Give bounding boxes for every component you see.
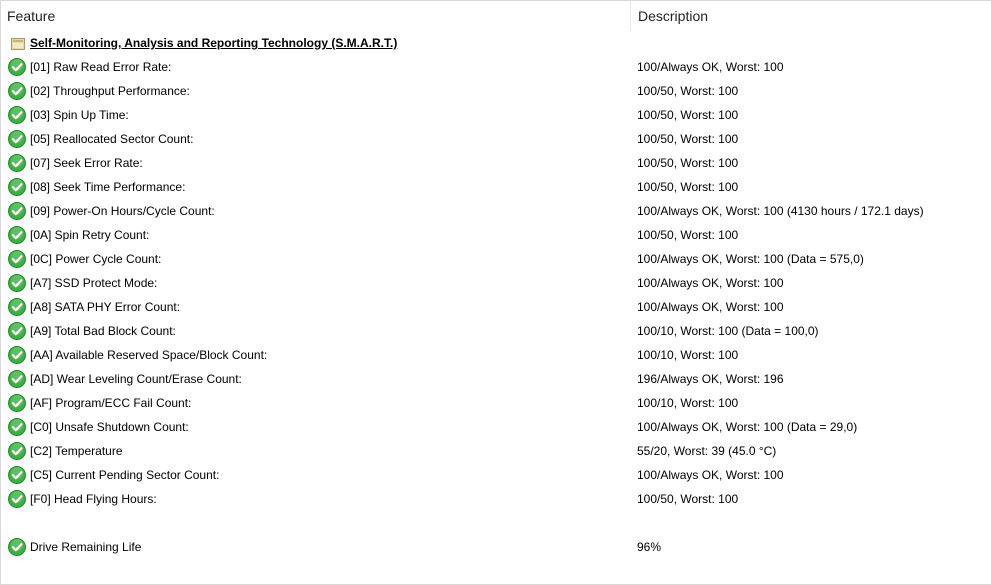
attribute-feature: [01] Raw Read Error Rate: xyxy=(30,60,172,74)
attribute-row[interactable] xyxy=(1,271,991,295)
check-ok-icon xyxy=(8,58,26,76)
summary-description: 96% xyxy=(637,540,662,554)
attribute-feature: [0A] Spin Retry Count: xyxy=(30,228,150,242)
attribute-row[interactable] xyxy=(1,415,991,439)
drive-folder-icon xyxy=(11,37,25,51)
attribute-row[interactable] xyxy=(1,223,991,247)
smart-group-row[interactable] xyxy=(1,31,991,55)
attribute-row[interactable] xyxy=(1,247,991,271)
check-ok-icon xyxy=(8,394,26,412)
attribute-row[interactable] xyxy=(1,103,991,127)
attribute-description: 100/50, Worst: 100 xyxy=(637,180,739,194)
attribute-description: 100/Always OK, Worst: 100 xyxy=(637,300,784,314)
check-ok-icon xyxy=(8,130,26,148)
column-header-feature[interactable]: Feature xyxy=(7,8,56,24)
check-ok-icon xyxy=(8,274,26,292)
attribute-description: 100/10, Worst: 100 xyxy=(637,396,739,410)
attribute-row[interactable] xyxy=(1,367,991,391)
check-ok-icon xyxy=(8,82,26,100)
attribute-feature: [A7] SSD Protect Mode: xyxy=(30,276,158,290)
check-ok-icon xyxy=(8,178,26,196)
attribute-row[interactable] xyxy=(1,199,991,223)
attribute-description: 100/50, Worst: 100 xyxy=(637,228,739,242)
attribute-description: 55/20, Worst: 39 (45.0 °C) xyxy=(637,444,777,458)
check-ok-icon xyxy=(8,298,26,316)
attribute-description: 100/Always OK, Worst: 100 xyxy=(637,468,784,482)
attribute-feature: [A9] Total Bad Block Count: xyxy=(30,324,176,338)
attribute-row[interactable] xyxy=(1,127,991,151)
attribute-row[interactable] xyxy=(1,55,991,79)
list-header xyxy=(1,0,991,31)
attribute-description: 100/Always OK, Worst: 100 (4130 hours / 172.1 days) xyxy=(637,204,924,218)
attribute-row[interactable] xyxy=(1,319,991,343)
check-ok-icon xyxy=(8,346,26,364)
check-ok-icon xyxy=(8,370,26,388)
attribute-description: 100/10, Worst: 100 xyxy=(637,348,739,362)
attribute-feature: [02] Throughput Performance: xyxy=(30,84,190,98)
attribute-feature: [07] Seek Error Rate: xyxy=(30,156,143,170)
smart-group-title: Self-Monitoring, Analysis and Reporting Technology (S.M.A.R.T.) xyxy=(30,36,398,50)
attribute-description: 100/Always OK, Worst: 100 xyxy=(637,60,784,74)
check-ok-icon xyxy=(8,490,26,508)
check-ok-icon xyxy=(8,226,26,244)
attribute-description: 100/Always OK, Worst: 100 (Data = 29,0) xyxy=(637,420,858,434)
attribute-description: 100/Always OK, Worst: 100 (Data = 575,0) xyxy=(637,252,864,266)
attribute-description: 100/50, Worst: 100 xyxy=(637,84,739,98)
check-ok-icon xyxy=(8,538,26,556)
summary-row[interactable] xyxy=(1,535,991,559)
attribute-description: 100/10, Worst: 100 (Data = 100,0) xyxy=(637,324,819,338)
attribute-feature: [05] Reallocated Sector Count: xyxy=(30,132,194,146)
attribute-description: 196/Always OK, Worst: 196 xyxy=(637,372,784,386)
attribute-row[interactable] xyxy=(1,487,991,511)
attribute-feature: [F0] Head Flying Hours: xyxy=(30,492,157,506)
column-header-description[interactable]: Description xyxy=(630,1,991,31)
attribute-feature: [C0] Unsafe Shutdown Count: xyxy=(30,420,189,434)
check-ok-icon xyxy=(8,322,26,340)
check-ok-icon xyxy=(8,418,26,436)
attribute-feature: [AD] Wear Leveling Count/Erase Count: xyxy=(30,372,242,386)
attribute-description: 100/50, Worst: 100 xyxy=(637,108,739,122)
attribute-feature: [C5] Current Pending Sector Count: xyxy=(30,468,220,482)
attribute-description: 100/Always OK, Worst: 100 xyxy=(637,276,784,290)
attribute-row[interactable] xyxy=(1,439,991,463)
attribute-feature: [A8] SATA PHY Error Count: xyxy=(30,300,181,314)
attribute-row[interactable] xyxy=(1,151,991,175)
attribute-feature: [AF] Program/ECC Fail Count: xyxy=(30,396,192,410)
attribute-feature: [C2] Temperature xyxy=(30,444,123,458)
check-ok-icon xyxy=(8,202,26,220)
attribute-row[interactable] xyxy=(1,343,991,367)
attribute-description: 100/50, Worst: 100 xyxy=(637,492,739,506)
attribute-feature: [0C] Power Cycle Count: xyxy=(30,252,162,266)
attribute-row[interactable] xyxy=(1,175,991,199)
attribute-feature: [AA] Available Reserved Space/Block Count: xyxy=(30,348,268,362)
attribute-row[interactable] xyxy=(1,295,991,319)
attribute-row[interactable] xyxy=(1,391,991,415)
check-ok-icon xyxy=(8,250,26,268)
check-ok-icon xyxy=(8,154,26,172)
check-ok-icon xyxy=(8,466,26,484)
attribute-feature: [09] Power-On Hours/Cycle Count: xyxy=(30,204,215,218)
attribute-feature: [03] Spin Up Time: xyxy=(30,108,129,122)
attribute-row[interactable] xyxy=(1,79,991,103)
attribute-row[interactable] xyxy=(1,463,991,487)
attribute-feature: [08] Seek Time Performance: xyxy=(30,180,186,194)
summary-feature: Drive Remaining Life xyxy=(30,540,142,554)
check-ok-icon xyxy=(8,106,26,124)
check-ok-icon xyxy=(8,442,26,460)
attribute-description: 100/50, Worst: 100 xyxy=(637,132,739,146)
attribute-description: 100/50, Worst: 100 xyxy=(637,156,739,170)
